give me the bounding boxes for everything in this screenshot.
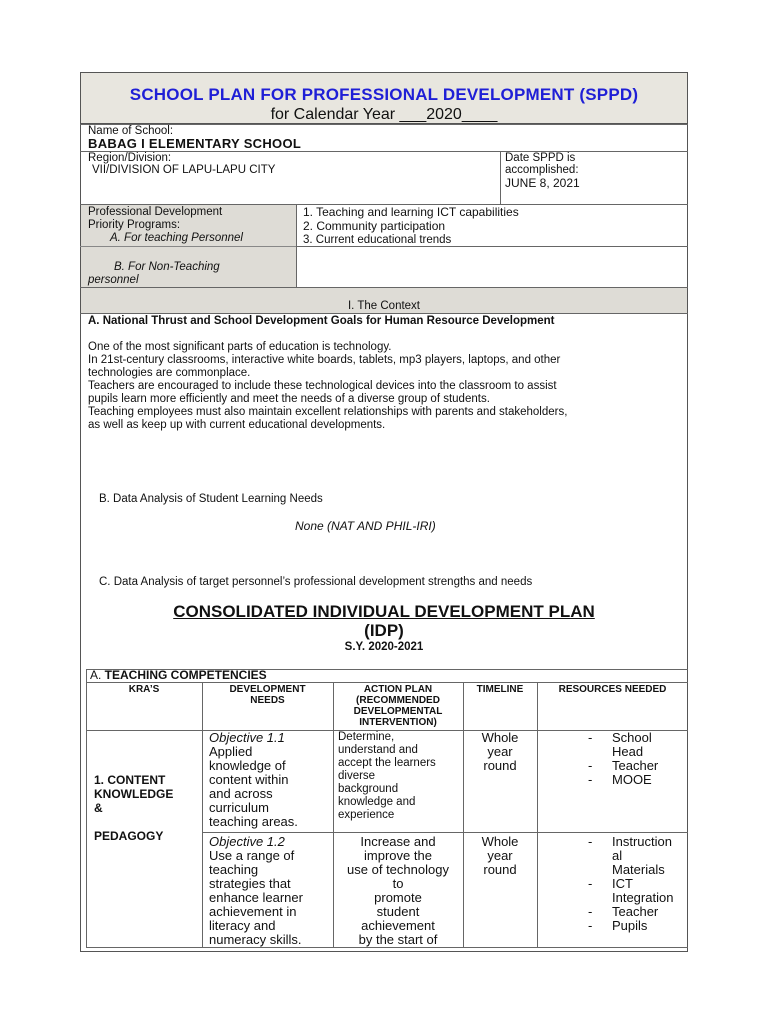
action-plan-cell: Increase and improve the use of technology to promote student achievement by the start of xyxy=(347,834,449,947)
date-label-2: accomplished: xyxy=(505,164,579,176)
resources-cell: - Instruction al Materials - ICT Integration - Teacher - Pupils xyxy=(588,835,673,933)
section-c-heading: C. Data Analysis of target personnel’s professional development strengths and needs xyxy=(99,576,533,588)
idp-title: CONSOLIDATED INDIVIDUAL DEVELOPMENT PLAN xyxy=(173,602,595,621)
kra-content-knowledge: 1. CONTENT KNOWLEDGE & PEDAGOGY xyxy=(94,773,174,843)
action-plan-cell: Determine, understand and accept the learners diverse background knowledge and experience xyxy=(338,731,436,821)
table-row: Objective 1.2 Use a range of teaching strategies that enhance learner achievement in literacy and numeracy skills. xyxy=(209,834,303,947)
date-label-1: Date SPPD is xyxy=(505,152,576,164)
idp-title-2: (IDP) xyxy=(364,621,404,640)
region-value: VII/DIVISION OF LAPU-LAPU CITY xyxy=(92,164,276,176)
nonteaching-label-1: B. For Non-Teaching xyxy=(114,261,220,273)
col-dev-needs: DEVELOPMENT NEEDS xyxy=(229,684,306,706)
context-heading: I. The Context xyxy=(347,300,421,312)
section-a-heading: A. National Thrust and School Development Goals for Human Resource Development xyxy=(88,315,555,327)
date-value: JUNE 8, 2021 xyxy=(505,176,580,190)
idp-section-heading: A. TEACHING COMPETENCIES xyxy=(90,668,267,682)
program-item: 1. Teaching and learning ICT capabilities xyxy=(303,205,519,219)
section-b-heading: B. Data Analysis of Student Learning Needs xyxy=(99,493,323,505)
nonteaching-label-2: personnel xyxy=(88,274,139,286)
form-header xyxy=(80,72,688,124)
form-subtitle: for Calendar Year ___2020____ xyxy=(270,106,498,123)
school-year: S.Y. 2020-2021 xyxy=(344,641,424,653)
region-label: Region/Division: xyxy=(88,152,172,164)
col-action-plan: ACTION PLAN (RECOMMENDED DEVELOPMENTAL INTERVENTION) xyxy=(353,684,443,728)
programs-label-1: Professional Development xyxy=(88,206,223,218)
form-title: SCHOOL PLAN FOR PROFESSIONAL DEVELOPMENT (SPPD) xyxy=(129,85,639,104)
col-timeline: TIMELINE xyxy=(476,684,524,695)
table-row: Objective 1.1 Applied knowledge of content within and across curriculum teaching areas. xyxy=(209,730,298,829)
col-resources: RESOURCES NEEDED xyxy=(558,684,667,695)
timeline-cell: Whole year round xyxy=(481,834,519,877)
timeline-cell: Whole year round xyxy=(481,730,519,773)
resources-cell: - School Head - Teacher - MOOE xyxy=(588,731,658,787)
context-paragraph: One of the most significant parts of education is technology. In 21st-century classrooms, interactive white boards, tablets, mp3 players, laptops, and other technologies are commonplace. Teachers are encouraged to include these technological devices into the classroom to assist pupils learn more efficiently and meet the needs of a diverse group of students. Teaching employees must also maintain excellent relationships with parents and stakeholders, as well as keep up with current educational developments. xyxy=(88,341,568,431)
program-item: 3. Current educational trends xyxy=(303,234,452,246)
section-b-value: None (NAT AND PHIL-IRI) xyxy=(295,519,436,533)
programs-label-2: Priority Programs: xyxy=(88,219,181,231)
teaching-personnel-label: A. For teaching Personnel xyxy=(110,232,243,244)
school-name: BABAG I ELEMENTARY SCHOOL xyxy=(88,136,302,151)
school-name-label: Name of School: xyxy=(88,125,174,137)
program-item: 2. Community participation xyxy=(303,219,446,233)
col-kra: KRA’S xyxy=(128,684,160,695)
